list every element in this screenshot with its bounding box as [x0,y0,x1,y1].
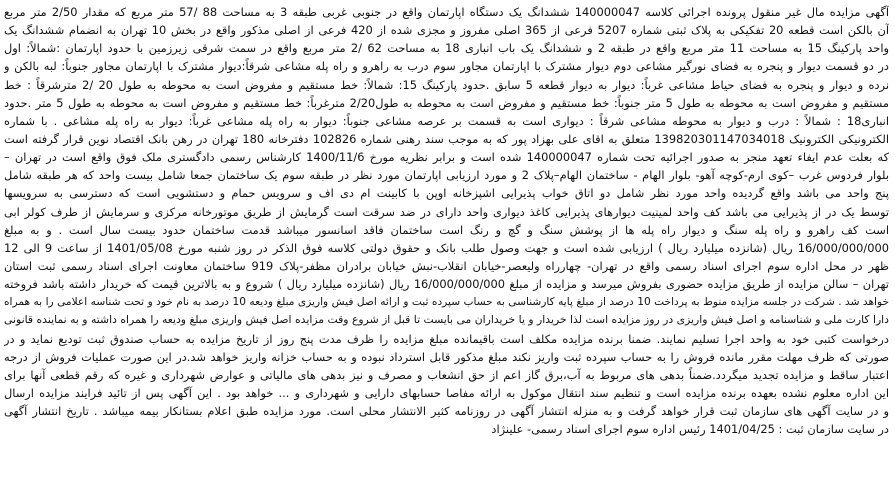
notice-line: اعتبار ساقط و مزایده تجدید میگردد.ضمناً بدهی های مربوط به آب،برق گاز اعم از حق انشعاب و مصرف و نیز بدهی های مالیاتی و عوارض شهرداری و غیره که رقم قطعی آنها برای [4,367,889,382]
notice-line: واحد پارکینگ 15 به مساحت 11 متر مربع واقع در طبقه 2 و ششدانگ یک باب انباری 18 به مساحت 62 /2 متر مربع واقع در سمت شرقی زیرزمین با حدود اپارتمان :شمالاً: اول [4,41,889,56]
notice-line: این اداره معلوم نشده بعهده برنده مزایده است و تنظیم سند انتقال موکول به ارائه مفاصا حسابهای دارایی و شهرداری و ... خواهد بود . این آگهی پس از تائید فرایند مزایده ارسال [4,385,889,400]
notice-line: خواهد شد . شرکت در جلسه مزایده منوط به پرداخت 10 درصد از مبلغ پایه کارشناسی به حساب سپرده ثبت و ارائه اصل فیش واریزی مبلغ ودیعه 10 درصد به نام خود و تحت شناسه اعلامی را به همراه [4,296,889,309]
notice-line: توسط یک در از پذیرایی می باشد کف واحد لمینیت دیوارهای پذیرایی کاغذ دیواری واحد دارای در ضد سرقت است گرمایش از طریق موتورخانه مرکزی و سرمایش از طرف کولر ابی [4,204,889,219]
notice-line: آگهی مزایده مال غیر منقول پرونده اجرائی کلاسه 140000047 ششدانگ یک دستگاه اپارتمان واقع در جنوبی غربی طبقه 3 به مساحت 88 /57 متر مربع که مقدار 2/50 متر مربع [4,5,889,19]
notice-line: پنج واحد می باشد واقع گردیده واحد مورد نظر شامل دو اتاق خواب پذیرایی اشپزخانه اوپن با کابینت ام دی اف و سرویس حمام و دستشویی است که دسترسی به سرویسها [4,186,889,201]
notice-line: است کف راهرو و راه پله سنگ و دیوار راه پله ها از پوشش سنگ و گچ و رنگ است ساختمان فاقد اسانسور میباشد قدمت ساختمان حدود بیست سال است . و به مبلغ [4,222,889,237]
notice-line-signature: در سایت سازمان ثبت : 1401/04/25 رئیس اداره سوم اجرای اسناد رسمی- علینژاد [491,422,889,437]
notice-line: دارا کارت ملی و شناسنامه و اصل فیش واریزی در روز مزایده است لذا خریدار و یا خریداران می بایست تا قبل از شروع وقت مزایده اصل فیش واریزی مبلغ ودیعه را همراه داشته و به نماینده قانونی [4,313,889,327]
notice-line: الکترونیکی الکترونیک 139820301147034018 متعلق به اقای علی بهزاد پور که به موجب سند رهنی شماره 102826 دفترخانه 180 تهران در رهن بانک اقتصاد نوین قرار گرفته است [4,131,889,146]
notice-line: آن بالکن است قطعه 20 تفکیکی به پلاک ثبتی شماره 5207 فرعی از 365 اصلی مفروز و مجزی شده از 420 فرعی از اصلی مذکور واقع در بخش 10 تهران به انضمام ششدانگ یک [4,23,889,38]
notice-line: 16/000/000/000 ریال (شانزده میلیارد ریال ) ارزیابی شده است و جهت وصول طلب بانک و حقوق دولتی کلاسه فوق الذکر در روز شنبه مورخ 1401/05/08 از ساعت 9 الی 12 [4,240,889,255]
notice-line: نرده و دیوار و پنجره به فضای حیاط مشاعی غرباً: دیوار به دیوار قطعه 5 سابق .حدود پارکینگ 15: شمالاً: خط مستقیم و مفروض است به محوطه به طول 20 /2 مترشرقاً : خط [4,77,889,92]
notice-line: در دو قسمت دیوار و پنجره به فضای نورگیر مشاعی دوم دیوار مشترک با اپارتمان مجاور سوم درب به راهرو و راه پله مشاعی شرقاً:دیوار مشترک با اپارتمان مجاور جنوباً: لبه بالکن و [4,59,889,74]
notice-line: و در سایت آگهی های سازمان ثبت قرار خواهد گرفت و به منزله انتشار آگهی در روزنامه کثیر الانتشار محلی است. مورد مزایده طبق اعلام بستانکار بیمه میباشد . تاریخ انتشار آگهی [4,404,889,419]
notice-line: تهران – سالن مزایده از طریق مزایده حضوری بفروش میرسد و مزایده از مبلغ 16/000/000/000 ریال (شانزده میلیارد ریال ) شروع و به بالاترین قیمت که خریدار داشته باشد فروخته [4,277,889,292]
notice-line: انباری18 : شمالاً : درب و دیوار به محوطه مشاعی شرقاً : دیواری است به قسمت بر عرصه مشاعی جنوباً: دیوار به راه پله مشاعی غرباً: دیوار به راه پله مشاعی . با شماره [4,113,889,128]
notice-line: درخواست کتبی خود به واحد اجرا تسلیم نمایند. ضمنا برنده مزایده مکلف است باقیمانده مبلغ مزایده را ظرف مدت پنج روز از تاریخ مزایده به حساب صندوق ثبت تودیع نماید و در [4,331,889,346]
notice-line: بلوار فردوس غرب –کوی ارم-کوچه آهو- بلوار الهام - ساختمان الهام–پلاک 2 و مورد ارزیابی اپارتمان مورد نظر در طبقه سوم یک ساختمان جمعا شامل بیست واحد که هر طبقه شامل [4,168,889,183]
notice-line: صورتی که ظرف مهلت مقرر مانده فروش را به حساب سپرده ثبت واریز نکند مبلغ مذکور قابل استرداد نبوده و به حساب خزانه واریز خواهد شد.در این صورت عملیات فروش از درجه [4,349,889,364]
notice-line: مستقیم و مفروض است به محوطه به طول 5 متر جنوباً: خط مستقیم و مفروض است به محوطه به طول2/20 مترغرباً: خط مستقیم و مفروض است به محوطه به طول 5 متر .حدود [4,95,889,110]
notice-line: که بعلت عدم ایفاء تعهد منجر به صدور اجرائیه تحت شماره 140000047 شده است و برابر نظریه مورخ 1400/11/6 کارشناس رسمی دادگستری ملک فوق واقع است در تهران – [4,150,889,165]
notice-line: ظهر در محل اداره سوم اجرای اسناد رسمی واقع در تهران- چهارراه ولیعصر-خیابان انقلاب-نبش خیابان برادران مظفر-پلاک 919 ساختمان معاونت اجرای اسناد رسمی ثبت استان [4,258,889,273]
